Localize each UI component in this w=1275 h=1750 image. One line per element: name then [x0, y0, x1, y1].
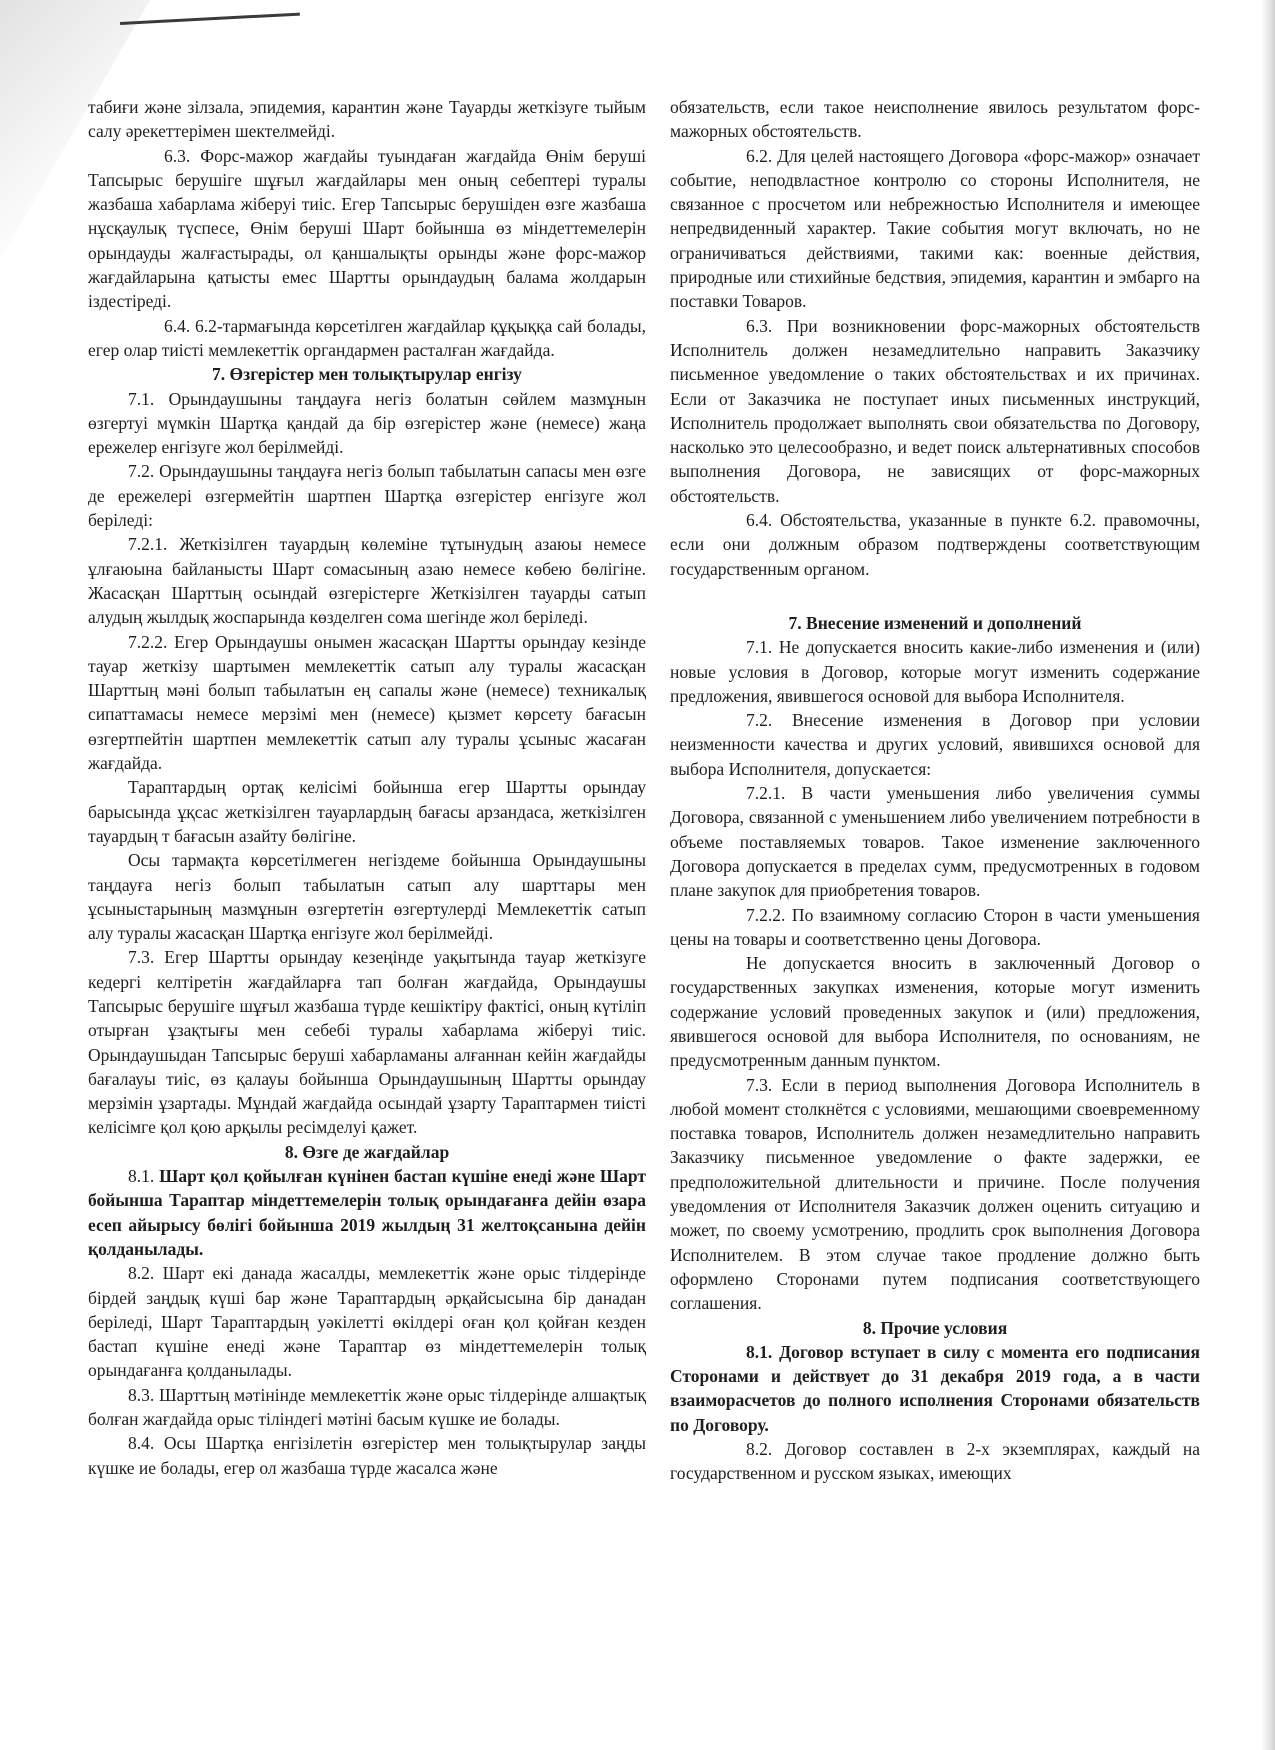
- section-8-heading: 8. Прочие условия: [862, 1317, 1008, 1338]
- section-7-heading: 7. Өзгерістер мен толықтырулар енгізу: [212, 364, 522, 385]
- paragraph-6-4: 6.4. Обстоятельства, указанные в пункте 6.2. правомочны, если они должным образом подтверждены соответствующим государственным органом.: [670, 510, 1200, 579]
- paragraph-8-3: 8.3. Шарттың мәтінінде мемлекеттік және орыс тілдерінде алшақтық болған жағдайда орыс тіліндегі мәтіні басым күшке ие болады.: [88, 1384, 646, 1430]
- kazakh-column: [88, 95, 646, 1480]
- paragraph-6-3: 6.3. При возникновении форс-мажорных обстоятельств Исполнитель должен незамедлительно направить Заказчику письменное уведомление о таких обстоятельствах и их причинах. Если от Заказчика не поступает иных письменных инструкций, Исполнитель продолжает выполнять свои обязательства по Договору, насколько это целесообразно, и ведет поиск альтернативных способов выполнения Договора, не зависящих от форс-мажорных обстоятельств.: [670, 315, 1200, 506]
- paragraph-not-specified: Осы тармақта көрсетілмеген негіздеме бойынша Орындаушыны таңдауға негіз болып табылатын сатып алу шарттары мен ұсыныстарының мазмұнын өзгертетін өзгертулерді Мемлекеттік сатып алу туралы жасасқан Шартқа енгізуге жол берілмейді.: [88, 850, 646, 944]
- paragraph-mutual-agreement: Тараптардың ортақ келісімі бойынша егер Шартты орындау барысында ұқсас жеткізілген тауарлардың бағасы арзандаса, жеткізілген тауардың т бағасын азайту бөлігіне.: [88, 777, 646, 846]
- paragraph-continuation: табиғи және зілзала, эпидемия, карантин және Тауарды жеткізуге тыйым салу әрекеттерімен шектелмейді.: [88, 97, 646, 142]
- paragraph-7-1: 7.1. Не допускается вносить какие-либо изменения и (или) новые условия в Договор, которые могут изменить содержание предложения, явившегося основой для выбора Исполнителя.: [670, 637, 1200, 706]
- paragraph-7-2-1: 7.2.1. В части уменьшения либо увеличения суммы Договора, связанной с уменьшением либо увеличением потребности в объеме поставляемых товаров. Такое изменение заключенного Договора допускается в пределах сумм, предусмотренных в годовом плане закупок для приобретения товаров.: [670, 783, 1200, 901]
- paragraph-6-4: 6.4. 6.2-тармағында көрсетілген жағдайлар құқыққа сай болады, егер олар тиісті мемлекеттік органдармен расталған жағдайда.: [88, 315, 646, 360]
- paragraph-8-1: 8.1. Договор вступает в силу с момента его подписания Сторонами и действует до 31 декабря 2019 года, а в части взаиморасчетов до полного исполнения Сторонами обязательств по Договору.: [670, 1341, 1200, 1435]
- paragraph-8-1-text: Шарт қол қойылған күнінен бастап күшіне енеді және Шарт бойынша Тараптар міндеттемелерін толық орындағанға дейін өзара есеп айырысу бөлігі бойынша 2019 жылдың 31 желтоқсанына дейін қолданылады.: [88, 1166, 647, 1259]
- paragraph-7-2-2: 7.2.2. Егер Орындаушы онымен жасасқан Шартты орындау кезінде тауар жеткізу шартымен мемлекеттік сатып алу туралы жасасқан Шарттың мәні болып табылатын ең сапалы және (немесе) техникалық сипаттамасы немесе мерзімі мен (немесе) қызмет көрсету бағасын өзгертпейтін шартпен мемлекеттік сатып алу туралы ұсыныс жасаған жағдайда.: [88, 631, 646, 774]
- paragraph-8-1-number: 8.1.: [128, 1166, 160, 1187]
- russian-column: [670, 95, 1200, 1486]
- paragraph-8-2: 8.2. Шарт екі данада жасалды, мемлекеттік және орыс тілдерінде бірдей заңдық күші бар және Тараптардың әрқайсысына бір данадан беріледі, Шарт Тараптардың уәкілетті өкілдері оған қол қойған кезден бастап күшіне енеді және Тараптар өз міндеттемелерін толық орындағанға қолданылады.: [88, 1263, 646, 1381]
- paragraph-7-3: 7.3. Если в период выполнения Договора Исполнитель в любой момент столкнётся с условиями, мешающими своевременному поставка товаров, Исполнитель должен незамедлительно направить Заказчику письменное уведомление о факте задержки, ее предположительной длительности и причине. После получения уведомления от Исполнителя Заказчик должен оценить ситуацию и может, по своему усмотрению, продлить срок выполнения Договора Исполнителем. В этом случае такое продление должно быть оформлено Сторонами путем подписания соответствующего соглашения.: [670, 1074, 1200, 1314]
- page-right-shadow: [1261, 0, 1275, 1750]
- paragraph-6-3: 6.3. Форс-мажор жағдайы туындаған жағдайда Өнім беруші Тапсырыс берушіге шұғыл жағдайлары мен оның себептері туралы жазбаша хабарлама жіберуі тиіс. Егер Тапсырыс берушіден өзге жазбаша нұсқаулық түспесе, Өнім беруші Шарт бойынша өз міндеттемелерін орындауды жалғастырады, ол қаншалықты орынды және форс-мажор жағдайларына қатысты емес Шартты орындаудың балама жолдарын іздестіреді.: [88, 145, 646, 312]
- paragraph-8-4: 8.4. Осы Шартқа енгізілетін өзгерістер мен толықтырулар заңды күшке ие болады, егер ол жазбаша түрде жасалса және: [88, 1433, 646, 1478]
- paragraph-8-1: [88, 1164, 646, 1261]
- scan-edge-line: [120, 13, 300, 25]
- paragraph-8-2: 8.2. Договор составлен в 2-х экземплярах, каждый на государственном и русском языках, имеющих: [670, 1439, 1200, 1484]
- paragraph-continuation: обязательств, если такое неисполнение явилось результатом форс-мажорных обстоятельств.: [670, 97, 1200, 142]
- paragraph-prohibition: Не допускается вносить в заключенный Договор о государственных закупках изменения, которые могут изменить содержание условий проведенных закупок и (или) предложения, явившегося основой для выбора Исполнителя, по основаниям, не предусмотренным данным пунктом.: [670, 953, 1200, 1071]
- paragraph-6-2: 6.2. Для целей настоящего Договора «форс-мажор» означает событие, неподвластное контролю со стороны Исполнителя, не связанное с просчетом или небрежностью Исполнителя и имеющее непредвиденный характер. Такие события могут включать, но не ограничиваться действиями, такими как: военные действия, природные или стихийные бедствия, эпидемия, карантин и эмбарго на поставки Товаров.: [670, 145, 1200, 312]
- section-8-heading: 8. Өзге де жағдайлар: [284, 1141, 450, 1162]
- section-7-heading: 7. Внесение изменений и дополнений: [788, 612, 1082, 633]
- paragraph-7-3: 7.3. Егер Шартты орындау кезеңінде уақытында тауар жеткізуге кедергі келтіретін жағдайларға тап болған жағдайда, Орындаушы Тапсырыс берушіге шұғыл жазбаша түрде кешіктіру фактісі, оның күтіліп отырған ұзақтығы мен себебі туралы хабарлама жіберуі тиіс. Орындаушыдан Тапсырыс беруші хабарламаны алғаннан кейін жағдайды бағалауы тиіс, өз қалауы бойынша Орындаушының Шартты орындау мерзімін ұзартады. Мұндай жағдайда осындай ұзарту Тараптармен тиісті келісімге қол қою арқылы ресімделуі қажет.: [88, 947, 646, 1138]
- paragraph-7-1: 7.1. Орындаушыны таңдауға негіз болатын сөйлем мазмұнын өзгертуі мүмкін Шартқа қандай да бір өзгерістер және (немесе) жаңа ережелер енгізуге жол берілмейді.: [88, 388, 646, 458]
- paragraph-7-2-2: 7.2.2. По взаимному согласию Сторон в части уменьшения цены на товары и соответственно цены Договора.: [670, 904, 1200, 949]
- paragraph-7-2-1: 7.2.1. Жеткізілген тауардың көлеміне тұтынудың азаюы немесе ұлғаюына байланысты Шарт сомасының азаю немесе көбею бөлігіне. Жасасқан Шарттың осындай өзгерістерге Жеткізілген тауарды сатып алудың жылдық жоспарында көзделген сома шегінде жол беріледі.: [88, 534, 646, 628]
- paragraph-7-2: 7.2. Орындаушыны таңдауға негіз болып табылатын сапасы мен өзге де ережелері өзгермейтін шартпен Шартқа өзгерістер енгізуге жол беріледі:: [88, 461, 646, 531]
- paragraph-7-2: 7.2. Внесение изменения в Договор при условии неизменности качества и других условий, явившихся основой для выбора Исполнителя, допускается:: [670, 710, 1200, 779]
